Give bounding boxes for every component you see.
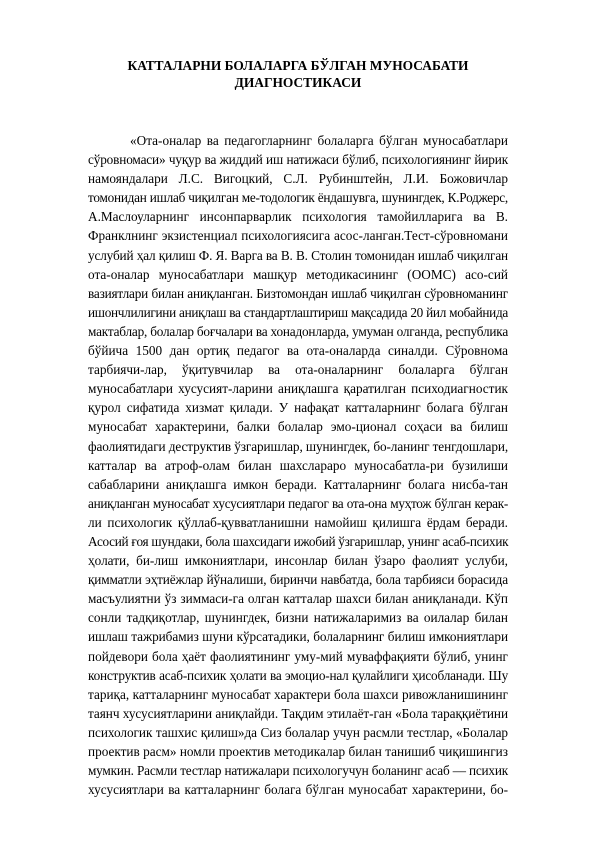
paragraph-line: қимматли эҳтиёжлар йўналиши, биринчи навбатда, бола тарбияси борасида (88, 572, 508, 588)
page-title (88, 57, 508, 91)
paragraph-line: масъулиятни ўз зиммаси-га олган катталар шахси билан аниқланади. Кўп (88, 591, 508, 607)
paragraph-line: муносабатлари хусусият-ларини аниқлашга қаратилган психодиагностик (88, 381, 508, 397)
paragraph-line: сабабларини аниқлашга имкон беради. Катталарнинг болага нисба-тан (88, 476, 508, 492)
paragraph-line: қурол сифатида хизмат қилади. У нафақат катталарнинг болага бўлган (88, 400, 508, 416)
paragraph-line: психологик ташхис қилиш»да Сиз болалар учун расмли тестлар, «Болалар (88, 724, 508, 740)
paragraph-line: томонидан ишлаб чиқилган ме-тодологик ёндашувга, шунингдек, К.Роджерс, (88, 190, 508, 206)
paragraph-line: катталар ва атроф-олам билан шахсларaро муносабатла-ри бузилиши (88, 457, 508, 473)
paragraph-line: таянч хусусиятларини аниқлайди. Тақдим этилаёт-ган «Бола тараққиётини (88, 705, 508, 721)
paragraph-line: намояндалари Л.С. Вигоцкий, С.Л. Рубинштейн, Л.И. Божовичлар (88, 171, 508, 187)
paragraph-line: ишончлилигини аниқлаш ва стандартлаштириш мақсадида 20 йил мобайнида (88, 304, 508, 320)
paragraph-line: тариқа, катталарнинг муносабат характери бола шахси ривожланишининг (88, 686, 508, 702)
paragraph-line: ли психологик қўллаб-қувватланишни намойиш қилишга ёрдам беради. (88, 514, 508, 530)
paragraph-line: ота-оналар муносабатлари машқур методикасининг (ООМС) асо-сий (88, 266, 508, 282)
paragraph-line: мумкин. Расмли тестлар натижалари психологучун боланинг асаб — психик (88, 763, 508, 779)
paragraph-line: Асосий ғоя шундаки, бола шахсидаги ижобий ўзгаришлар, унинг асаб-психик (88, 533, 509, 549)
paragraph-line: пойдевори бола ҳаёт фаолиятининг уму-мий муваффақияти бўлиб, унинг (88, 648, 508, 664)
paragraph-line: бўйича 1500 дан ортиқ педагог ва ота-оналарда синалди. Сўровнома (88, 343, 508, 359)
paragraph-line: А.Маслоуларнинг инсонпарварлик психология тамойилларига ва В. (88, 209, 508, 225)
paragraph-line: аниқланган муносабат хусусиятлари педагог ва ота-она муҳтож бўлган керак- (88, 495, 508, 511)
paragraph-line: тарбиячи-лар, ўқитувчилар ва ота-оналарнинг болаларга бўлган (88, 362, 508, 378)
paragraph-line: проектив расм» номли проектив методикалар билан танишиб чиқишингиз (88, 744, 508, 759)
paragraph-line: ишлаш тажрибамиз шуни кўрсатадики, болаларнинг билиш имкониятлари (88, 629, 508, 645)
paragraph-line: «Ота-оналар ва педагогларнинг болаларга бўлган муносабатлари (130, 133, 508, 148)
paragraph-line: сонли тадқиқотлар, шунингдек, бизни натижаларимиз ва оилалар билан (88, 610, 508, 626)
paragraph-line: сўровномаси» чуқур ва жиддий иш натижаси бўлиб, психологиянинг йирик (88, 152, 508, 168)
paragraph-line: Франклнинг экзистенциал психологиясига асос-ланган.Тест-сўровномани (88, 228, 508, 244)
paragraph-line: фаолиятидаги деструктив ўзгаришлар, шунингдек, бо-ланинг тенгдошлари, (88, 438, 509, 454)
paragraph-line: ҳолати, би-лиш имкониятлари, инсонлар билан ўзаро фаолият услуби, (88, 553, 508, 569)
paragraph-line: конструктив асаб-психик ҳолати ва эмоцио-нал қулайлиги ҳисобланади. Шу (88, 667, 508, 683)
body-paragraph (88, 131, 508, 799)
paragraph-line: услубий ҳал қилиш Ф. Я. Варга ва В. В. Столин томонидан ишлаб чиқилган (88, 247, 508, 263)
page-title-line-2: ДИАГНОСТИКАСИ (234, 75, 362, 90)
paragraph-line: мактаблар, болалар боғчалари ва хонадонларда, умуман олганда, республика (88, 323, 508, 339)
page-title-line-1: КАТТАЛАРНИ БОЛАЛАРГА БЎЛГАН МУНОСАБАТИ (127, 58, 469, 73)
paragraph-line: муносабат характерини, балки болалар эмо-ционал соҳаси ва билиш (88, 419, 508, 435)
paragraph-line: хусусиятлари ва катталарнинг болага бўлган муносабат характерини, бо- (88, 782, 508, 798)
paragraph-line: вазиятлари билан аниқланган. Бизтомондан ишлаб чиқилган сўровноманинг (88, 285, 508, 301)
